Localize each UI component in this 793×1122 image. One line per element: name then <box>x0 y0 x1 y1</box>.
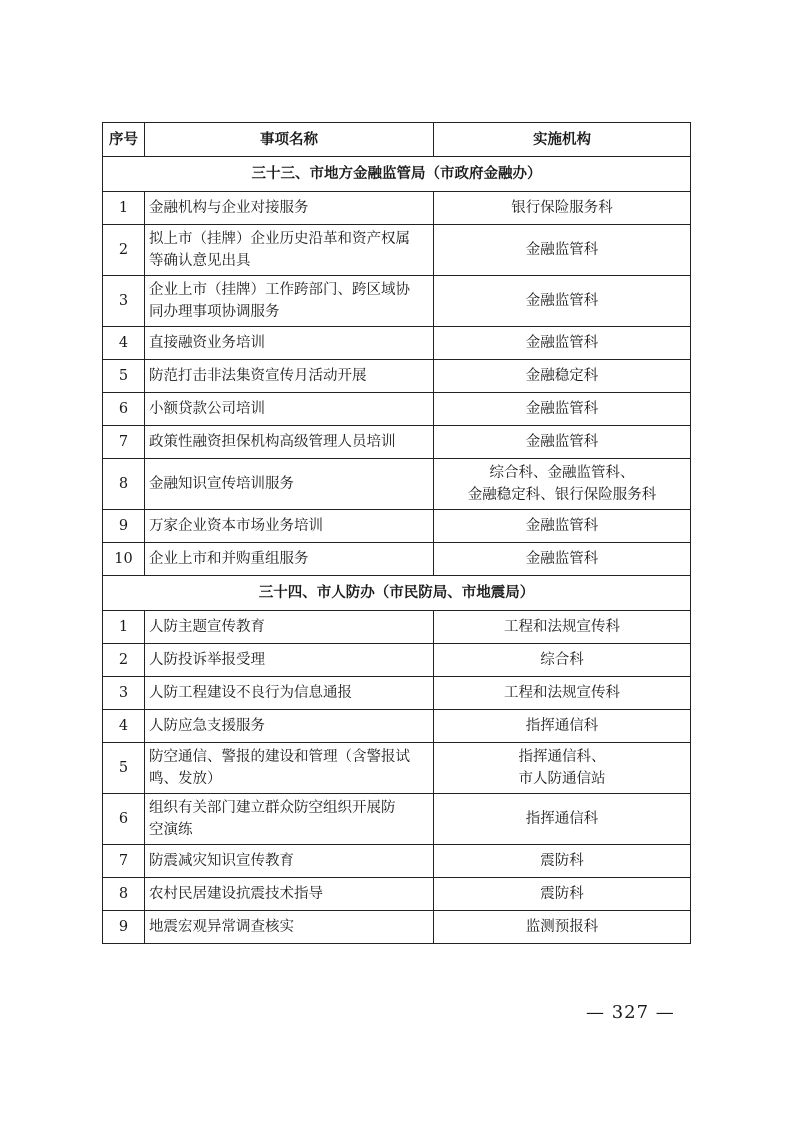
row-implementing-agency <box>434 225 691 276</box>
row-item-name <box>145 393 434 426</box>
item-name-line: 同办理事项协调服务 <box>149 304 280 320</box>
row-implementing-agency <box>434 510 691 543</box>
agency-line: 金融监管科 <box>525 293 599 309</box>
row-implementing-agency <box>434 743 691 794</box>
agency-line: 综合科 <box>540 652 584 668</box>
table-row <box>103 611 691 644</box>
table-row <box>103 459 691 510</box>
row-implementing-agency <box>434 845 691 878</box>
table-row <box>103 393 691 426</box>
row-item-name <box>145 225 434 276</box>
row-implementing-agency <box>434 192 691 225</box>
row-implementing-agency <box>434 276 691 327</box>
row-serial-number: 2 <box>103 644 145 677</box>
table-row <box>103 677 691 710</box>
table-row <box>103 911 691 944</box>
table-row <box>103 510 691 543</box>
table-row <box>103 327 691 360</box>
table-row <box>103 845 691 878</box>
item-name-line: 企业上市和并购重组服务 <box>149 551 309 567</box>
item-name-line: 人防应急支援服务 <box>149 718 265 734</box>
table-row <box>103 878 691 911</box>
item-name-line: 金融知识宣传培训服务 <box>149 476 294 492</box>
table-row <box>103 543 691 576</box>
row-item-name <box>145 911 434 944</box>
agency-line: 金融稳定科 <box>525 368 599 384</box>
row-serial-number: 5 <box>103 743 145 794</box>
table-row <box>103 743 691 794</box>
row-item-name <box>145 611 434 644</box>
table-row <box>103 276 691 327</box>
row-implementing-agency <box>434 426 691 459</box>
agency-line: 金融监管科 <box>525 518 599 534</box>
agency-line: 指挥通信科、 <box>518 749 606 765</box>
row-serial-number: 3 <box>103 276 145 327</box>
item-name-line: 地震宏观异常调查核实 <box>149 919 294 935</box>
row-serial-number: 8 <box>103 878 145 911</box>
item-name-line: 空演练 <box>149 822 193 838</box>
row-item-name <box>145 192 434 225</box>
table-body <box>103 157 691 944</box>
agency-line: 金融监管科 <box>525 551 599 567</box>
row-serial-number: 1 <box>103 611 145 644</box>
row-implementing-agency <box>434 677 691 710</box>
row-item-name <box>145 644 434 677</box>
row-item-name <box>145 510 434 543</box>
item-name-line: 组织有关部门建立群众防空组织开展防 <box>149 800 396 816</box>
section-title: 三十三、市地方金融监管局（市政府金融办） <box>103 157 691 192</box>
row-item-name <box>145 794 434 845</box>
agency-line: 金融监管科 <box>525 434 599 450</box>
agency-line: 金融监管科 <box>525 401 599 417</box>
table-row <box>103 360 691 393</box>
item-name-line: 等确认意见出具 <box>149 253 251 269</box>
row-item-name <box>145 878 434 911</box>
row-serial-number: 10 <box>103 543 145 576</box>
row-implementing-agency <box>434 710 691 743</box>
agency-line: 震防科 <box>540 886 584 902</box>
row-serial-number: 4 <box>103 710 145 743</box>
agency-line: 工程和法规宣传科 <box>504 619 620 635</box>
page-number: — 327 — <box>586 1002 675 1023</box>
table-row <box>103 192 691 225</box>
row-serial-number: 9 <box>103 510 145 543</box>
item-name-line: 企业上市（挂牌）工作跨部门、跨区域协 <box>149 282 410 298</box>
service-items-table <box>102 122 691 944</box>
item-name-line: 人防投诉举报受理 <box>149 652 265 668</box>
row-item-name <box>145 710 434 743</box>
agency-line: 综合科、金融监管科、 <box>489 465 635 481</box>
table-row <box>103 710 691 743</box>
header-implementing-agency: 实施机构 <box>434 123 691 157</box>
agency-line: 市人防通信站 <box>518 771 606 787</box>
item-name-line: 鸣、发放） <box>149 771 222 787</box>
item-name-line: 金融机构与企业对接服务 <box>149 200 309 216</box>
row-serial-number: 1 <box>103 192 145 225</box>
row-item-name <box>145 276 434 327</box>
section-header-row <box>103 157 691 192</box>
row-serial-number: 6 <box>103 794 145 845</box>
agency-line: 监测预报科 <box>525 919 599 935</box>
row-implementing-agency <box>434 611 691 644</box>
row-implementing-agency <box>434 543 691 576</box>
agency-line: 金融监管科 <box>525 335 599 351</box>
row-serial-number: 3 <box>103 677 145 710</box>
row-item-name <box>145 426 434 459</box>
table-header-row <box>103 123 691 157</box>
row-serial-number: 5 <box>103 360 145 393</box>
table-row <box>103 794 691 845</box>
row-serial-number: 8 <box>103 459 145 510</box>
row-serial-number: 2 <box>103 225 145 276</box>
agency-line: 工程和法规宣传科 <box>504 685 620 701</box>
row-item-name <box>145 327 434 360</box>
row-serial-number: 6 <box>103 393 145 426</box>
agency-line: 指挥通信科 <box>525 718 599 734</box>
item-name-line: 人防工程建设不良行为信息通报 <box>149 685 352 701</box>
section-title: 三十四、市人防办（市民防局、市地震局） <box>103 576 691 611</box>
row-implementing-agency <box>434 794 691 845</box>
table-row <box>103 426 691 459</box>
item-name-line: 防范打击非法集资宣传月活动开展 <box>149 368 367 384</box>
section-header-row <box>103 576 691 611</box>
header-item-name: 事项名称 <box>145 123 434 157</box>
row-serial-number: 4 <box>103 327 145 360</box>
item-name-line: 万家企业资本市场业务培训 <box>149 518 323 534</box>
row-serial-number: 7 <box>103 845 145 878</box>
row-item-name <box>145 743 434 794</box>
row-item-name <box>145 677 434 710</box>
agency-line: 银行保险服务科 <box>511 200 613 216</box>
item-name-line: 农村民居建设抗震技术指导 <box>149 886 323 902</box>
item-name-line: 人防主题宣传教育 <box>149 619 265 635</box>
item-name-line: 拟上市（挂牌）企业历史沿革和资产权属 <box>149 231 410 247</box>
table-row <box>103 644 691 677</box>
row-implementing-agency <box>434 911 691 944</box>
row-item-name <box>145 543 434 576</box>
row-implementing-agency <box>434 459 691 510</box>
row-implementing-agency <box>434 644 691 677</box>
item-name-line: 防震减灾知识宣传教育 <box>149 853 294 869</box>
agency-line: 金融监管科 <box>525 242 599 258</box>
agency-line: 金融稳定科、银行保险服务科 <box>467 487 657 503</box>
row-item-name <box>145 459 434 510</box>
row-implementing-agency <box>434 360 691 393</box>
row-item-name <box>145 360 434 393</box>
agency-line: 震防科 <box>540 853 584 869</box>
table-row <box>103 225 691 276</box>
agency-line: 指挥通信科 <box>525 811 599 827</box>
header-serial-number: 序号 <box>103 123 145 157</box>
item-name-line: 政策性融资担保机构高级管理人员培训 <box>149 434 396 450</box>
row-item-name <box>145 845 434 878</box>
row-serial-number: 9 <box>103 911 145 944</box>
row-implementing-agency <box>434 327 691 360</box>
item-name-line: 直接融资业务培训 <box>149 335 265 351</box>
item-name-line: 防空通信、警报的建设和管理（含警报试 <box>149 749 410 765</box>
item-name-line: 小额贷款公司培训 <box>149 401 265 417</box>
row-implementing-agency <box>434 878 691 911</box>
row-implementing-agency <box>434 393 691 426</box>
row-serial-number: 7 <box>103 426 145 459</box>
